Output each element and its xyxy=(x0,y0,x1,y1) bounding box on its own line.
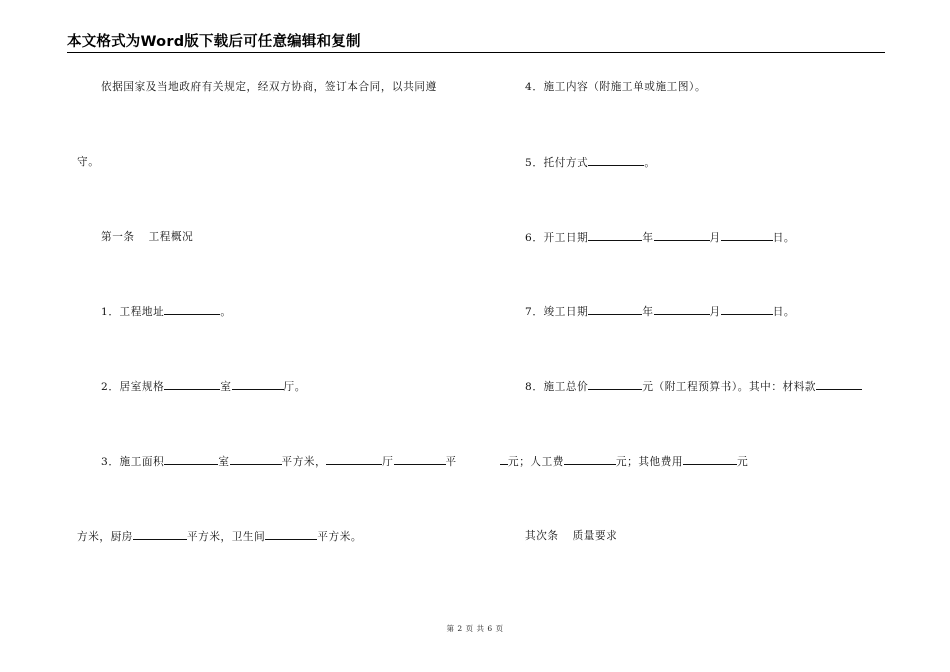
payment-blank[interactable] xyxy=(588,155,644,166)
header-rule xyxy=(67,52,885,53)
item-2-hall: 厅。 xyxy=(283,381,306,393)
end-year-blank[interactable] xyxy=(588,304,642,315)
item-3-label: 3．施工面积 xyxy=(101,456,165,468)
item-8-label: 8．施工总价 xyxy=(525,381,589,393)
item-2-room: 室 xyxy=(220,381,232,393)
document-header-title: 本文格式为Word版下载后可任意编辑和复制 xyxy=(67,34,361,50)
item-7-year: 年 xyxy=(642,306,654,318)
end-month-blank[interactable] xyxy=(654,304,710,315)
item-1-project-address xyxy=(101,304,232,319)
kitchen-area-blank[interactable] xyxy=(133,529,187,540)
item-3-ping: 平 xyxy=(445,456,457,468)
item-8-cont-a: 元；人工费 xyxy=(508,456,564,468)
item-3-construction-area xyxy=(101,454,457,469)
bathroom-area-blank[interactable] xyxy=(265,529,317,540)
item-2-room-spec xyxy=(101,379,306,394)
item-8-total-price xyxy=(525,379,862,394)
item-8-cont-c: 元 xyxy=(737,456,749,468)
material-cost-blank-cont[interactable] xyxy=(500,454,508,465)
article-2-heading xyxy=(525,529,617,543)
item-7-month: 月 xyxy=(709,306,721,318)
address-blank[interactable] xyxy=(164,304,220,315)
item-1-end: 。 xyxy=(220,306,232,318)
item-2-label: 2．居室规格 xyxy=(101,381,165,393)
article-1-title: 工程概况 xyxy=(148,231,194,243)
hall-count-blank[interactable] xyxy=(326,454,382,465)
item-6-day: 日。 xyxy=(772,232,796,244)
other-cost-blank[interactable] xyxy=(683,454,737,465)
item-5-end: 。 xyxy=(644,157,656,169)
item-7-day: 日。 xyxy=(772,306,796,318)
item-5-label: 5．托付方式 xyxy=(525,157,589,169)
article-2-number: 其次条 xyxy=(525,530,559,542)
item-3-cont-c: 平方米。 xyxy=(317,531,363,543)
item-8-cont-b: 元；其他费用 xyxy=(615,456,684,468)
item-3-room: 室 xyxy=(218,456,230,468)
item-3-cont-b: 平方米，卫生间 xyxy=(186,531,266,543)
rooms-blank[interactable] xyxy=(164,379,220,390)
end-day-blank[interactable] xyxy=(721,304,773,315)
intro-line-2: 守。 xyxy=(77,156,100,168)
item-6-month: 月 xyxy=(709,232,721,244)
start-year-blank[interactable] xyxy=(588,230,642,241)
start-day-blank[interactable] xyxy=(721,230,773,241)
start-month-blank[interactable] xyxy=(654,230,710,241)
article-1-heading xyxy=(101,230,193,244)
item-8-mid: 元（附工程预算书）。其中：材料款 xyxy=(642,381,817,393)
halls-blank[interactable] xyxy=(232,379,284,390)
item-3-sqm: 平方米， xyxy=(281,456,327,468)
intro-line-1: 依据国家及当地政府有关规定，经双方协商，签订本合同，以共同遵 xyxy=(101,81,437,93)
item-7-label: 7．竣工日期 xyxy=(525,306,589,318)
article-1-number: 第一条 xyxy=(101,231,135,243)
item-3-hall: 厅 xyxy=(382,456,394,468)
material-cost-blank[interactable] xyxy=(816,379,862,390)
item-5-payment-method xyxy=(525,155,656,170)
item-7-completion-date xyxy=(525,304,795,319)
item-6-year: 年 xyxy=(642,232,654,244)
item-3-cont-a: 方米，厨房 xyxy=(77,531,133,543)
item-1-label: 1．工程地址 xyxy=(101,306,165,318)
item-6-start-date xyxy=(525,230,795,245)
item-6-label: 6．开工日期 xyxy=(525,232,589,244)
article-2-title: 质量要求 xyxy=(572,530,618,542)
item-4-construction-content: 4．施工内容（附施工单或施工图）。 xyxy=(525,81,707,93)
labor-cost-blank[interactable] xyxy=(564,454,616,465)
item-3-continued xyxy=(77,529,362,544)
page-footer: 第 2 页 共 6 页 xyxy=(446,624,504,633)
item-8-continued xyxy=(500,454,748,469)
hall-area-blank[interactable] xyxy=(394,454,446,465)
room-count-blank[interactable] xyxy=(164,454,218,465)
room-area-blank[interactable] xyxy=(230,454,282,465)
total-price-blank[interactable] xyxy=(588,379,642,390)
